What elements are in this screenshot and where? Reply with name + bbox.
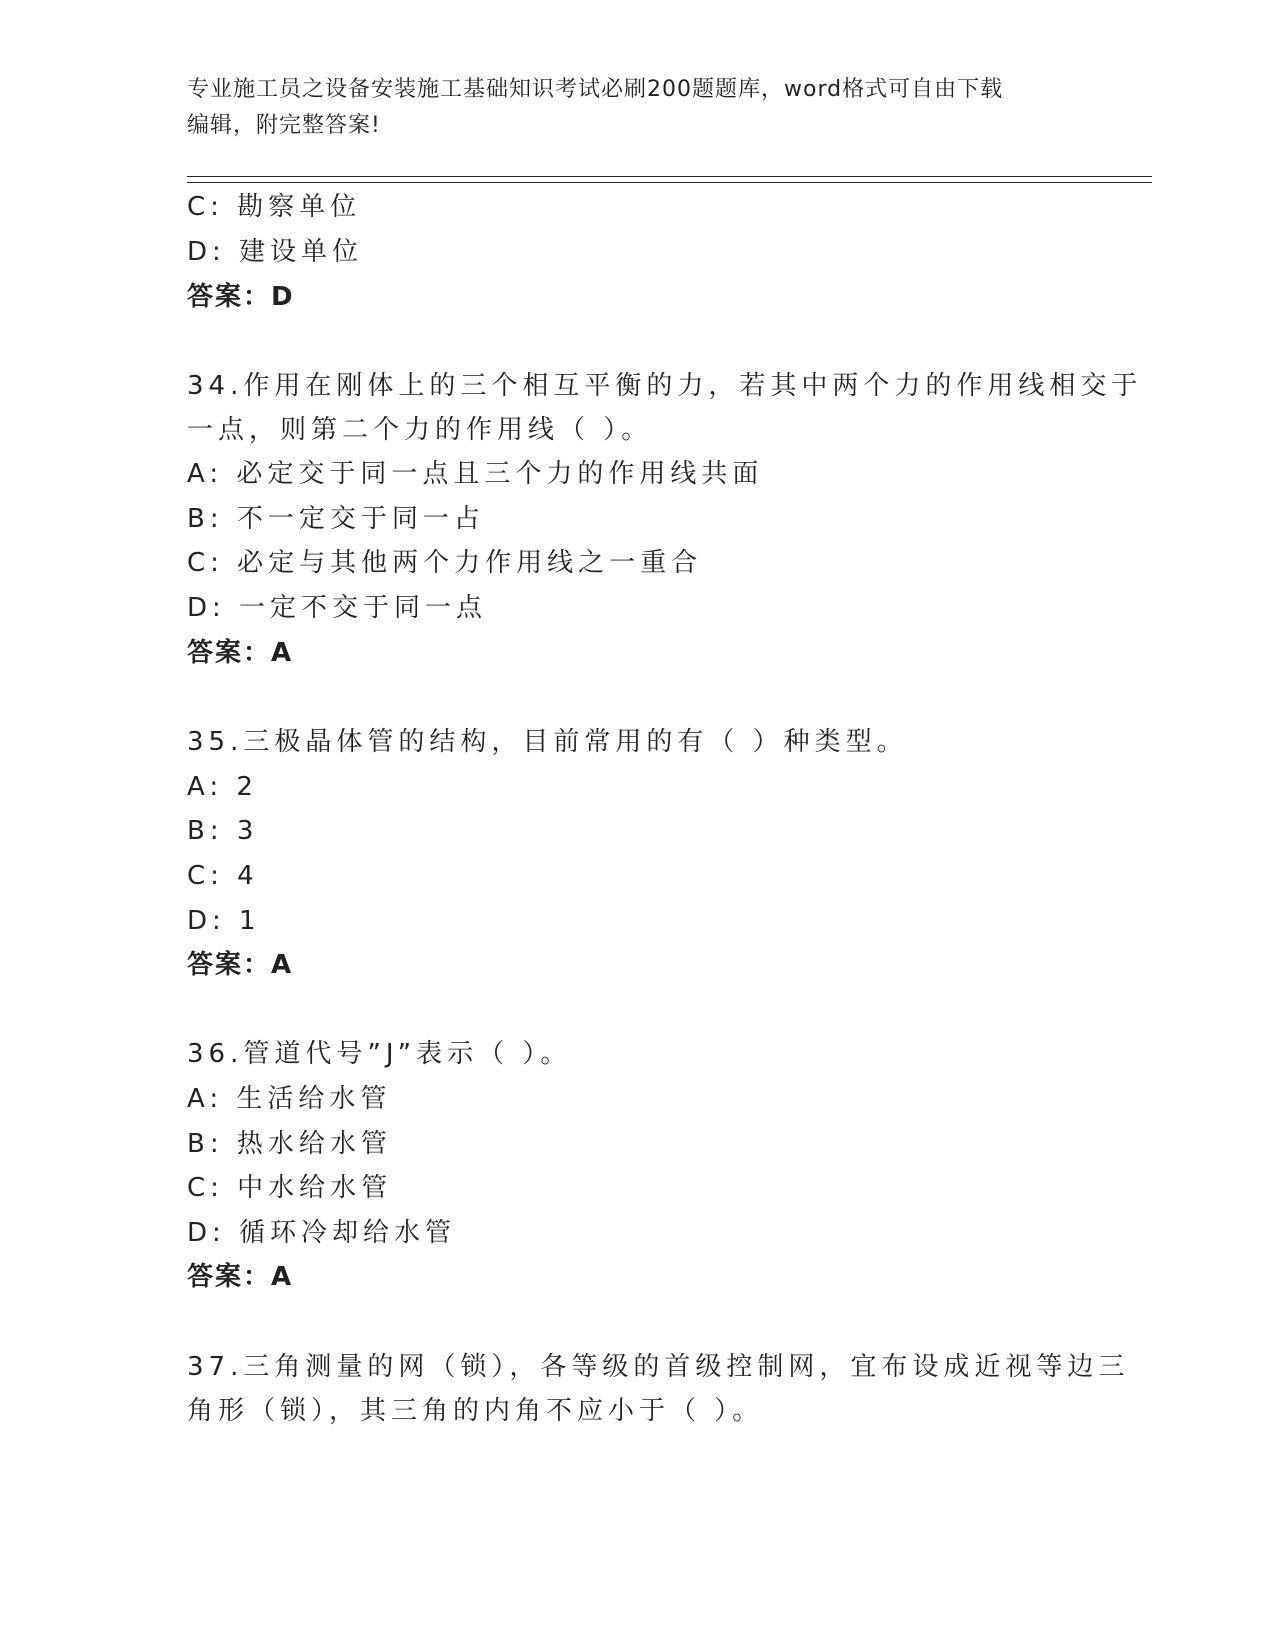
header-rule-bottom (187, 182, 1152, 183)
answer: 答案：D (187, 282, 295, 312)
option-a: A: 2 (187, 772, 258, 802)
document-header (187, 72, 1087, 144)
option-c: C: 4 (187, 861, 259, 891)
question-34-line-2: 一点，则第二个力的作用线（ ）。 (187, 415, 653, 445)
option-c: C: 勘察单位 (187, 192, 362, 222)
option-b: B: 3 (187, 816, 259, 846)
option-c: C: 必定与其他两个力作用线之一重合 (187, 548, 703, 578)
header-line-1: 专业施工员之设备安装施工基础知识考试必刷200题题库，word格式可自由下载 (187, 77, 1004, 102)
question-37-line-1: 37.三角测量的网（锁），各等级的首级控制网，宜布设成近视等边三 (187, 1352, 1130, 1382)
option-b: B: 不一定交于同一占 (187, 504, 485, 534)
option-c: C: 中水给水管 (187, 1173, 393, 1203)
option-d: D: 1 (187, 906, 261, 936)
question-35-line-1: 35.三极晶体管的结构，目前常用的有（ ）种类型。 (187, 727, 908, 757)
option-b: B: 热水给水管 (187, 1129, 392, 1159)
option-d: D: 循环冷却给水管 (187, 1218, 457, 1248)
option-d: D: 一定不交于同一点 (187, 593, 488, 623)
answer: 答案：A (187, 950, 294, 980)
question-36-line-1: 36.管道代号”J”表示（ ）。 (187, 1039, 572, 1069)
answer: 答案：A (187, 638, 294, 668)
answer: 答案：A (187, 1262, 294, 1292)
question-37-line-2: 角形（锁），其三角的内角不应小于（ ）。 (187, 1396, 764, 1426)
question-34-line-1: 34.作用在刚体上的三个相互平衡的力，若其中两个力的作用线相交于 (187, 371, 1143, 401)
option-a: A: 必定交于同一点且三个力的作用线共面 (187, 459, 764, 489)
header-line-2: 编辑，附完整答案! (187, 113, 381, 138)
option-a: A: 生活给水管 (187, 1084, 392, 1114)
option-d: D: 建设单位 (187, 237, 364, 267)
header-rule-top (187, 176, 1152, 177)
